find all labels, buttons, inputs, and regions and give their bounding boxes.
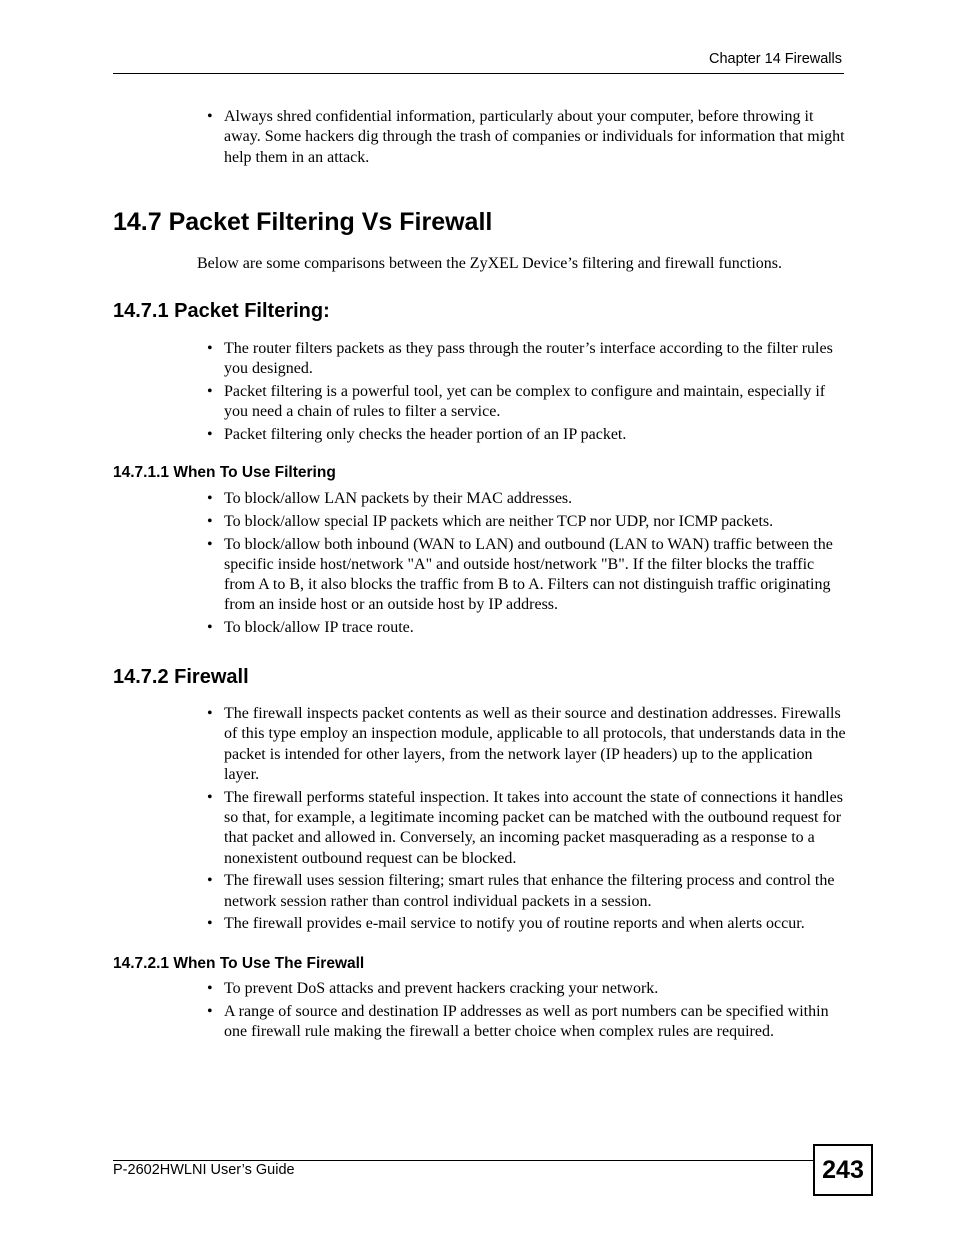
list-item: • Always shred confidential information, particularly about your computer, before throwing it away. Some hackers dig through the trash of companies or individuals for information that might help them in an attack. (224, 107, 846, 168)
page-number: 243 (813, 1144, 873, 1196)
list-item: • The firewall inspects packet contents as well as their source and destination addresses. Firewalls of this type employ an inspection module, applicable to all protocols, that understands data in the packet is intended for other layers, from the network layer (IP headers) up to the application layer. (224, 704, 846, 785)
list-item: • To prevent DoS attacks and prevent hackers cracking your network. (224, 979, 846, 999)
list-item: • To block/allow IP trace route. (224, 618, 846, 638)
chapter-header: Chapter 14 Firewalls (709, 51, 842, 67)
list-item: • To block/allow both inbound (WAN to LAN) and outbound (LAN to WAN) traffic between the specific inside host/network "A" and outside host/network "B". If the filter blocks the traffic from A to B, it also blocks the traffic from B to A. Filters can not distinguish traffic originating from an inside host or an outside host by IP address. (224, 535, 846, 616)
when-firewall-heading: 14.7.2.1 When To Use The Firewall (113, 955, 365, 972)
guide-title: P-2602HWLNI User’s Guide (113, 1162, 295, 1178)
list-item: • Packet filtering only checks the header portion of an IP packet. (224, 425, 846, 445)
when-filtering-heading: 14.7.1.1 When To Use Filtering (113, 464, 336, 481)
footer-divider (113, 1160, 813, 1161)
firewall-bullet-list (224, 704, 846, 937)
list-item: • A range of source and destination IP addresses as well as port numbers can be specified within one firewall rule making the firewall a better choice when complex rules are required. (224, 1002, 846, 1043)
list-item: • The router filters packets as they pass through the router’s interface according to the filter rules you designed. (224, 339, 846, 380)
list-item: • To block/allow LAN packets by their MAC addresses. (224, 489, 846, 509)
section-heading: 14.7 Packet Filtering Vs Firewall (113, 208, 493, 236)
list-item: • The firewall uses session filtering; smart rules that enhance the filtering process and control the network session rather than control individual packets in a session. (224, 871, 846, 912)
packet-filtering-heading: 14.7.1 Packet Filtering: (113, 300, 330, 322)
list-item: • To block/allow special IP packets which are neither TCP nor UDP, nor ICMP packets. (224, 512, 846, 532)
when-filtering-bullet-list (224, 489, 846, 641)
header-divider (113, 73, 844, 74)
list-item: • The firewall performs stateful inspection. It takes into account the state of connections it handles so that, for example, a legitimate incoming packet can be matched with the outbound request for that packet and allowed in. Conversely, an incoming packet masquerading as a response to a nonexistent outbound request can be blocked. (224, 788, 846, 869)
section-intro: Below are some comparisons between the ZyXEL Device’s filtering and firewall functions. (197, 255, 782, 272)
packet-filtering-bullet-list (224, 339, 846, 448)
list-item: • The firewall provides e-mail service to notify you of routine reports and when alerts occur. (224, 914, 846, 934)
intro-bullet-list (224, 107, 846, 170)
list-item: • Packet filtering is a powerful tool, yet can be complex to configure and maintain, especially if you need a chain of rules to filter a service. (224, 382, 846, 423)
firewall-heading: 14.7.2 Firewall (113, 666, 249, 688)
when-firewall-bullet-list (224, 979, 846, 1045)
